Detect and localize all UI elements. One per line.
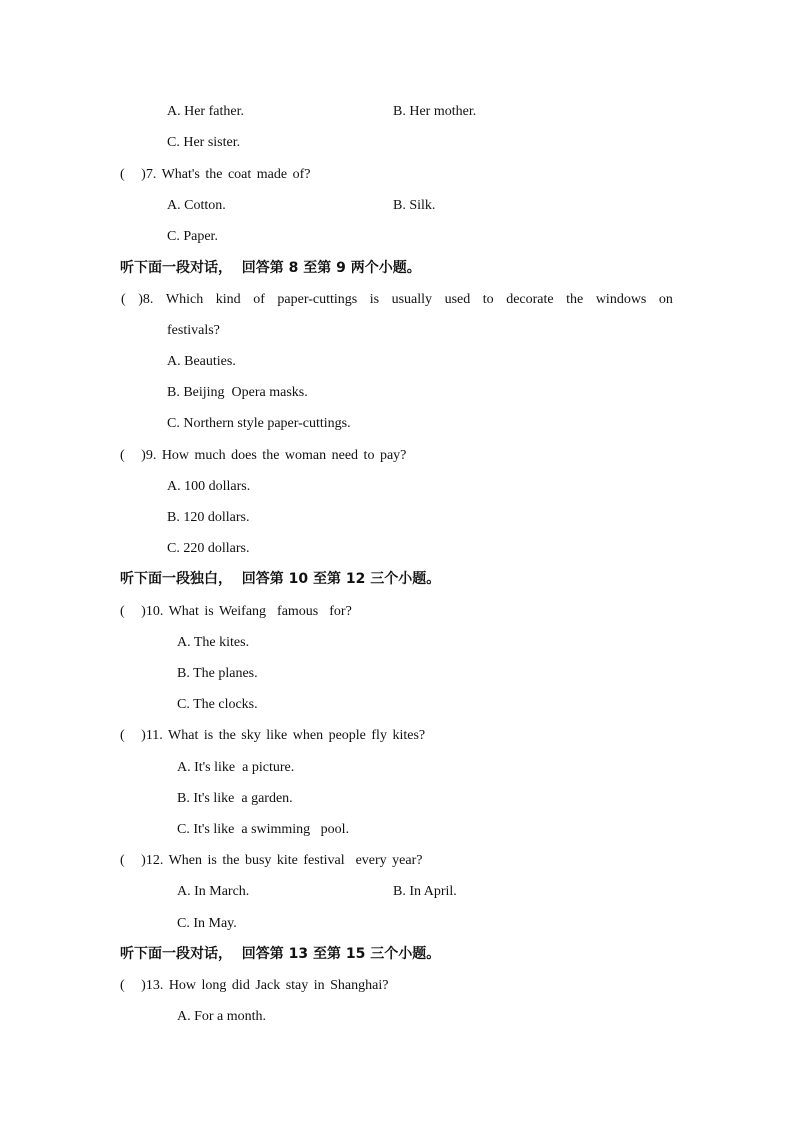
q8-stem-word: decorate [506, 292, 554, 307]
q10-option-a: A. The kites. [177, 635, 250, 650]
q12-stem: ( )12. When is the busy kite festival every year? [120, 853, 423, 868]
q6-option-b: B. Her mother. [393, 104, 477, 119]
q6-option-a: A. Her father. [167, 104, 244, 119]
q8-stem-word: kind [215, 292, 241, 307]
q9-stem: ( )9. How much does the woman need to pay? [120, 448, 407, 463]
q8-stem-word: on [658, 292, 673, 307]
q11-stem: ( )11. What is the sky like when people fly kites? [120, 728, 426, 743]
q8-stem-continuation: festivals? [167, 323, 220, 338]
q9-option-c: C. 220 dollars. [167, 541, 250, 556]
q8-stem-word: to [482, 292, 494, 307]
q7-stem: ( )7. What's the coat made of? [120, 167, 311, 182]
q13-stem: ( )13. How long did Jack stay in Shanghai? [120, 978, 389, 993]
q12-option-a: A. In March. [177, 884, 250, 899]
q11-option-a: A. It's like a picture. [177, 760, 295, 775]
q8-stem-word: windows [595, 292, 647, 307]
q8-option-a: A. Beauties. [167, 354, 236, 369]
q8-stem-word: ( [121, 292, 126, 307]
q9-option-b: B. 120 dollars. [167, 510, 250, 525]
q8-stem [121, 293, 673, 307]
q8-option-c: C. Northern style paper-cuttings. [167, 416, 351, 431]
q11-option-b: B. It's like a garden. [177, 791, 293, 806]
q9-option-a: A. 100 dollars. [167, 479, 251, 494]
q10-option-b: B. The planes. [177, 666, 258, 681]
q8-stem-word: the [566, 292, 584, 307]
q10-stem: ( )10. What is Weifang famous for? [120, 604, 352, 619]
section-heading-8-9: 听下面一段对话， 回答第 8 至第 9 两个小题。 [120, 260, 421, 276]
q13-option-a: A. For a month. [177, 1009, 267, 1024]
q8-stem-word: usually [391, 292, 433, 307]
q8-stem-word: Which [165, 292, 204, 307]
q11-option-c: C. It's like a swimming pool. [177, 822, 350, 837]
q8-stem-word: paper-cuttings [277, 292, 358, 307]
q12-option-b: B. In April. [393, 884, 457, 899]
q10-option-c: C. The clocks. [177, 697, 258, 712]
q8-stem-word: )8. [138, 292, 154, 307]
section-heading-13-15: 听下面一段对话， 回答第 13 至第 15 三个小题。 [120, 946, 441, 962]
q8-stem-word: is [369, 292, 380, 307]
q8-stem-word: of [253, 292, 265, 307]
q7-option-c: C. Paper. [167, 229, 218, 244]
q7-option-b: B. Silk. [393, 198, 436, 213]
section-heading-10-12: 听下面一段独白， 回答第 10 至第 12 三个小题。 [120, 571, 441, 587]
q6-option-c: C. Her sister. [167, 135, 241, 150]
q12-option-c: C. In May. [177, 916, 237, 931]
q7-option-a: A. Cotton. [167, 198, 226, 213]
q8-stem-word: used [444, 292, 471, 307]
q8-option-b: B. Beijing Opera masks. [167, 385, 308, 400]
